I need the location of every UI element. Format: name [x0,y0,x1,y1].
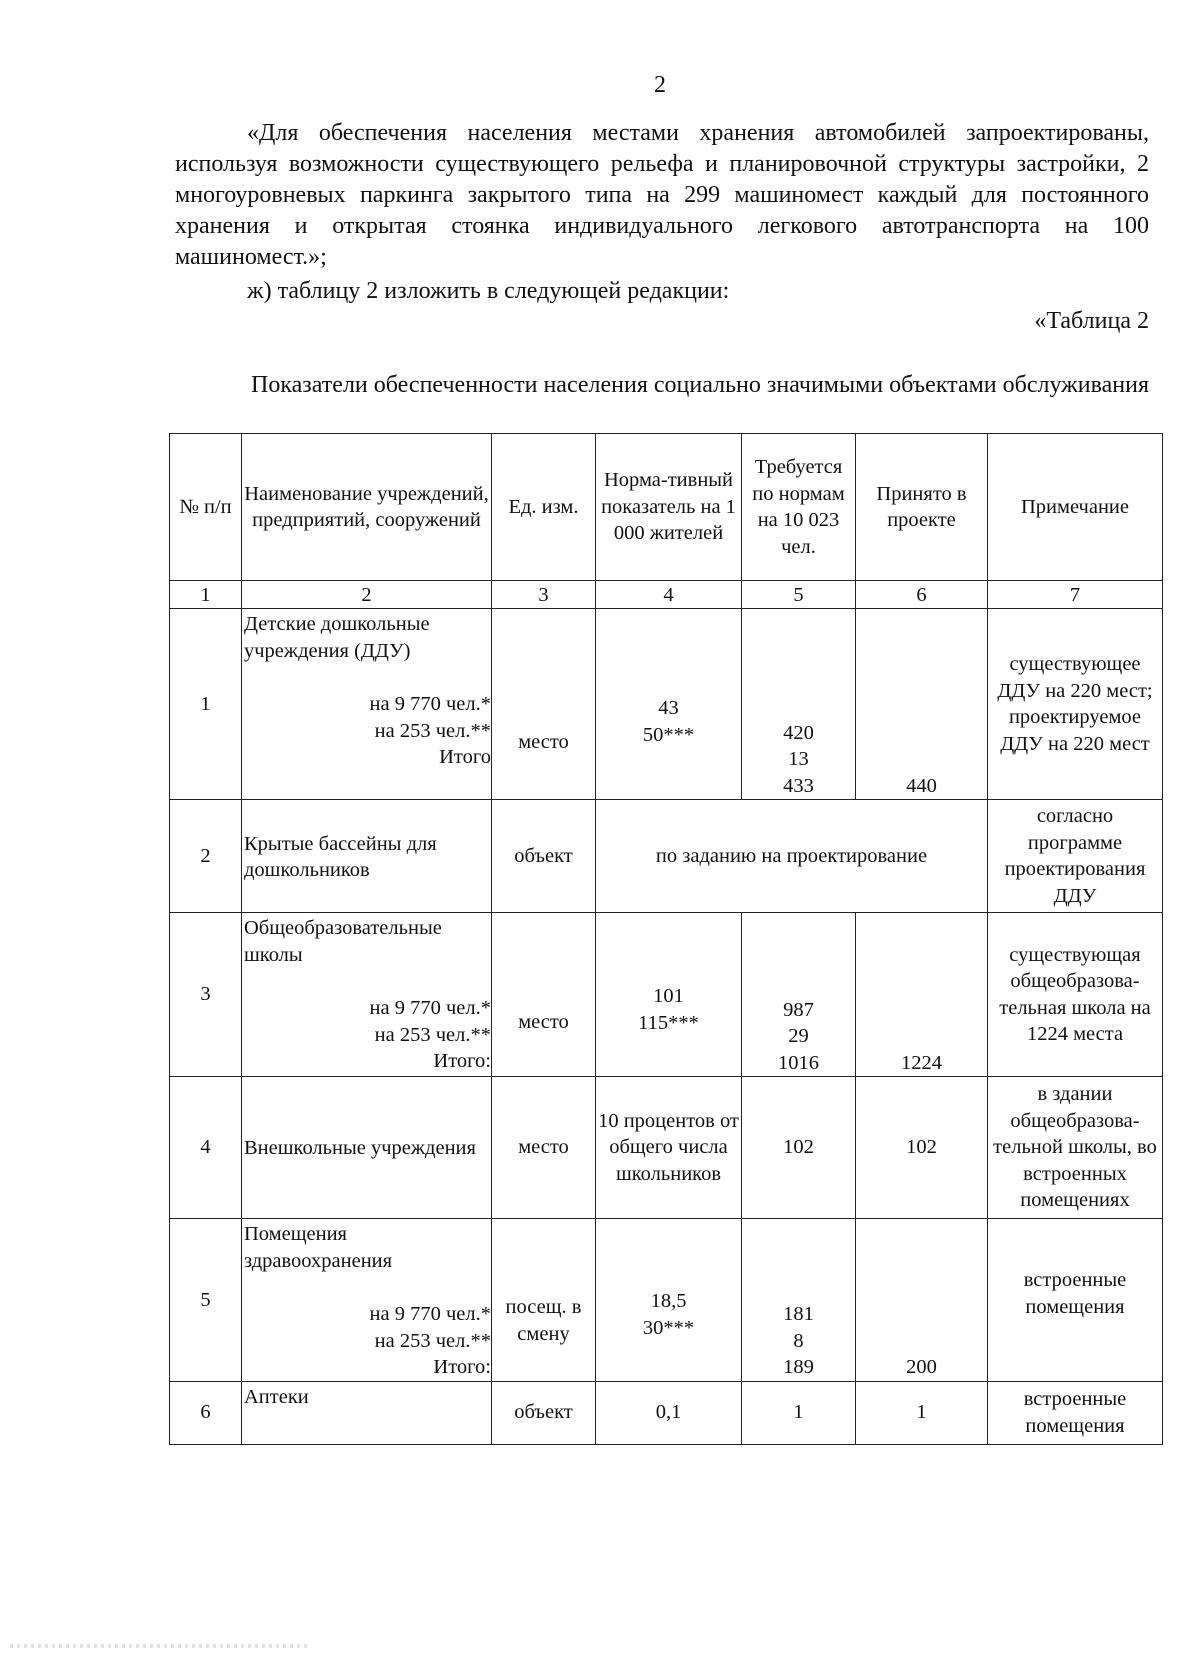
row-sub-3: Итого: [433,1356,491,1378]
column-number-row [170,581,1163,609]
header-required: Требуется по нормам на 10 023 чел. [742,434,856,581]
table-row [170,800,1163,913]
row-required: 1 [742,1381,856,1444]
row-required-cell [742,609,856,800]
row-name: Аптеки [242,1381,492,1444]
row-required-cell [742,913,856,1077]
row-norm: 0,1 [596,1381,742,1444]
indicators-table [169,433,1163,1445]
row-merged-value: по заданию на проектирование [596,800,988,913]
row-req-2: 13 [788,748,809,770]
paragraph-parking: «Для обеспечения населения местами хранения автомобилей запроектированы, используя возможности существующего рельефа и планировочной структуры застройки, 2 многоуровневых паркинга закрытого типа на 299 машиномест каждый для постоянного хранения и открытая стоянка индивидуального легкового автотранспорта на 100 машиномест.»; [175,120,1149,270]
row-num: 2 [170,800,242,913]
row-req-3: 1016 [778,1051,819,1074]
paragraph-table-instruction: ж) таблицу 2 изложить в следующей редакции: [247,278,730,304]
col-number: 7 [988,581,1163,609]
row-sub-1: на 9 770 чел.* [369,997,491,1019]
row-unit: место [492,1077,596,1219]
row-note: в здании общеобразова-тельной школы, во встроенных помещениях [988,1077,1163,1219]
header-accepted: Принято в проекте [856,434,988,581]
row-note: существующее ДДУ на 220 мест; проектируемое ДДУ на 220 мест [988,609,1163,800]
row-note: встроенные помещения [988,1219,1163,1382]
row-unit: место [492,609,596,800]
row-req-2: 8 [793,1329,804,1352]
row-note: встроенные помещения [988,1381,1163,1444]
col-number: 3 [492,581,596,609]
row-sub-3: Итого: [433,1050,491,1072]
row-sub-1: на 9 770 чел.* [369,1303,491,1325]
row-accepted: 200 [856,1219,988,1382]
row-note: существующая общеобразова-тельная школа на 1224 места [988,913,1163,1077]
row-required: 102 [742,1077,856,1219]
row-norm-1: 101 [653,985,684,1007]
page-number: 2 [654,72,666,98]
row-norm-1: 18,5 [650,1290,687,1313]
row-accepted: 440 [856,609,988,800]
header-note: Примечание [988,434,1163,581]
row-norm-2: 115*** [638,1011,699,1034]
row-req-1: 987 [783,998,814,1021]
row-norm-cell [596,913,742,1077]
row-sub-2: на 253 чел.** [374,1023,491,1046]
table-row [170,609,1163,800]
table-header-row [170,434,1163,581]
table-row [170,1219,1163,1382]
row-req-3: 189 [783,1356,814,1378]
row-norm: 10 процентов от общего числа школьников [596,1077,742,1219]
col-number: 1 [170,581,242,609]
row-required-cell [742,1219,856,1382]
scan-artifact [10,1644,310,1648]
table-row [170,913,1163,1077]
row-norm-cell [596,609,742,800]
table-row [170,1077,1163,1219]
row-accepted: 102 [856,1077,988,1219]
row-norm-1: 43 [658,697,679,719]
row-norm-2: 30*** [642,1316,695,1339]
row-name-cell [242,1219,492,1382]
row-name: Помещения здравоохранения [244,1223,393,1272]
row-num: 1 [170,609,242,800]
row-req-3: 433 [783,774,814,797]
row-req-1: 181 [783,1303,814,1325]
row-sub-1: на 9 770 чел.* [369,693,491,715]
header-name: Наименование учреждений, предприятий, сооружений [242,434,492,581]
col-number: 6 [856,581,988,609]
row-name: Детские дошкольные учреждения (ДДУ) [244,613,430,662]
row-name: Крытые бассейны для дошкольников [242,800,492,913]
table-label: «Таблица 2 [1034,308,1149,334]
row-unit: место [492,913,596,1077]
row-unit: посещ. в смену [492,1219,596,1382]
row-accepted: 1 [856,1381,988,1444]
table-row [170,1381,1163,1444]
table-title: Показатели обеспеченности населения социально значимыми объектами обслуживания [251,372,1149,398]
row-unit: объект [492,1381,596,1444]
row-sub-3: Итого [439,746,491,768]
row-num: 5 [170,1219,242,1382]
row-norm-2: 50*** [642,723,695,746]
col-number: 2 [242,581,492,609]
header-norm: Норма-тивный показатель на 1 000 жителей [596,434,742,581]
row-note: согласно программе проектирования ДДУ [988,800,1163,913]
row-unit: объект [492,800,596,913]
row-name-cell [242,913,492,1077]
row-num: 4 [170,1077,242,1219]
row-req-2: 29 [788,1025,809,1047]
row-accepted: 1224 [856,913,988,1077]
row-sub-2: на 253 чел.** [374,1329,491,1352]
row-sub-2: на 253 чел.** [374,719,491,742]
row-name: Внешкольные учреждения [242,1077,492,1219]
row-norm-cell [596,1219,742,1382]
header-unit: Ед. изм. [492,434,596,581]
col-number: 4 [596,581,742,609]
row-name-cell [242,609,492,800]
row-num: 3 [170,913,242,1077]
row-num: 6 [170,1381,242,1444]
header-num: № п/п [170,434,242,581]
row-req-1: 420 [783,721,814,744]
col-number: 5 [742,581,856,609]
row-name: Общеобразовательные школы [244,917,442,966]
